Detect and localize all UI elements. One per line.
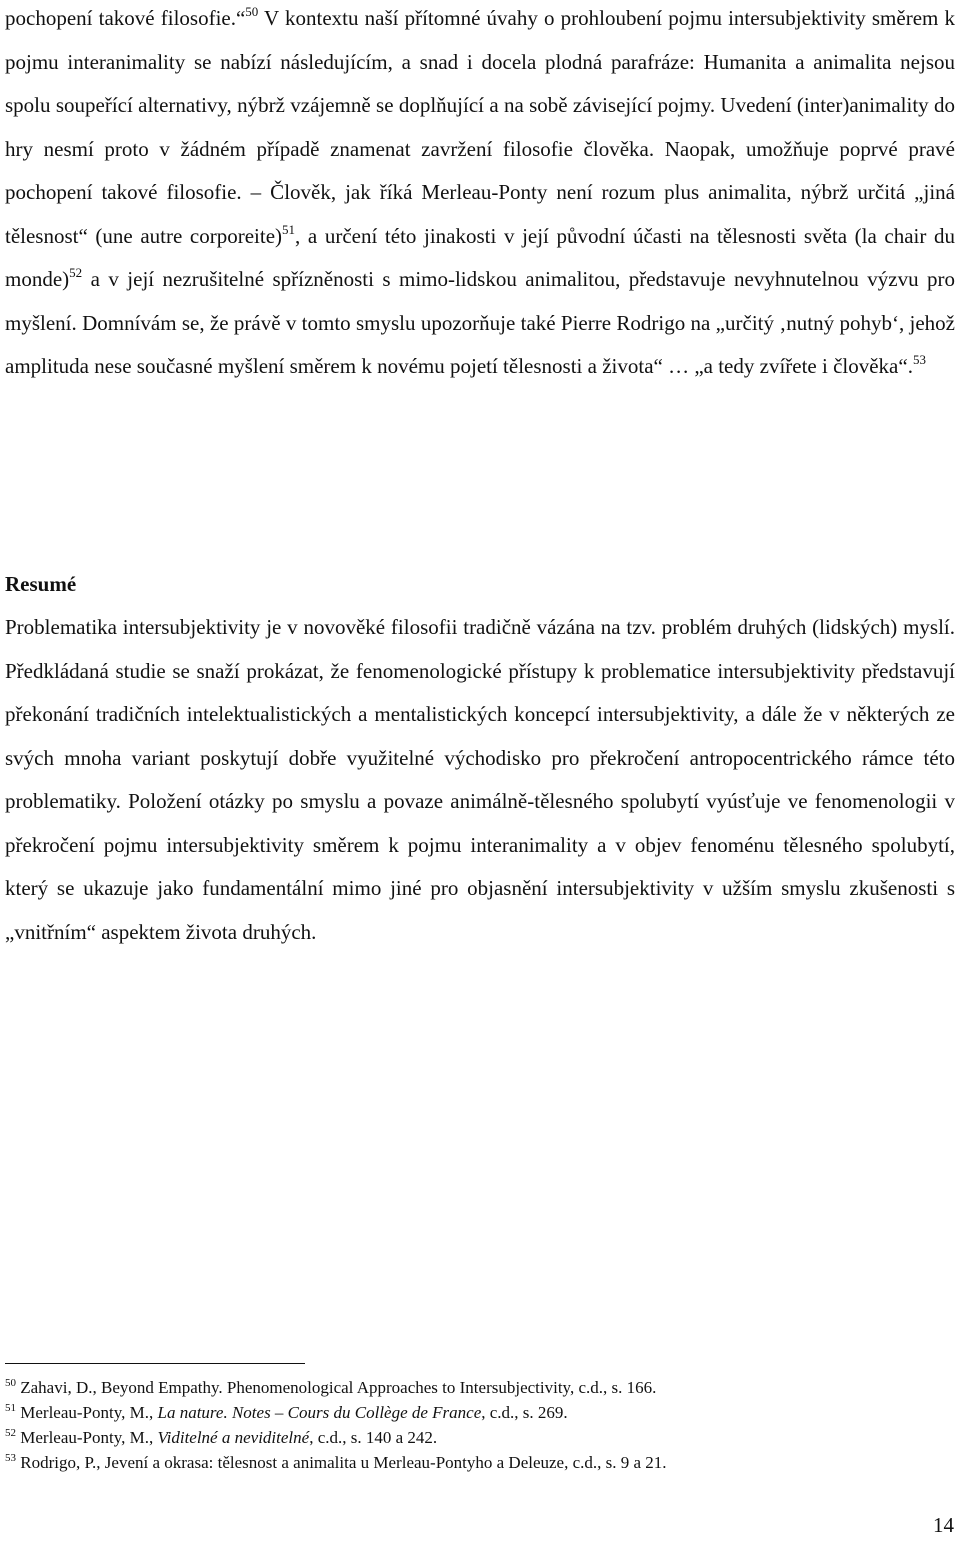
footnote-text: , c.d., s. 140 a 242. — [309, 1428, 438, 1447]
footnote-number: 53 — [5, 1452, 16, 1464]
footnote-text: Zahavi, D., Beyond Empathy. Phenomenological Approaches to Intersubjectivity, c.d., s. 166. — [20, 1378, 657, 1397]
footnote-52 — [5, 1425, 955, 1450]
footnote-50 — [5, 1375, 955, 1400]
footnote-text: Merleau-Ponty, M., — [20, 1403, 158, 1422]
text-run: , a určení této jinakosti v její původní účasti na tělesnosti světa (la chair du monde) — [5, 223, 955, 291]
footnote-title: La nature. Notes – Cours du Collège de France — [157, 1403, 482, 1422]
footnote-text: Merleau-Ponty, M., — [20, 1428, 158, 1447]
footnote-title: Viditelné a neviditelné — [157, 1428, 310, 1447]
text-run: pochopení takové filosofie. — [5, 6, 236, 30]
resume-paragraph: Problematika intersubjektivity je v novověké filosofii tradičně vázána na tzv. problém druhých (lidských) myslí. Předkládaná studie se snaží prokázat, že fenomenologické přístupy k problematice intersubjektivity představují překonání tradičních intelektualistických a mentalistických koncepcí intersubjektivity, a dále že v některých ze svých mnoha variant poskytují dobře využitelné východisko pro překročení antropocentrického rámce této problematiky. Položení otázky po smyslu a povaze animálně-tělesného spolubytí vyúsťuje ve fenomenologii v překročení pojmu intersubjektivity směrem k pojmu interanimality a v objev fenoménu tělesného spolubytí, který se ukazuje jako fundamentální mimo jiné pro objasnění intersubjektivity v užším smyslu zkušenosti s „vnitřním“ aspektem života druhých. — [5, 615, 955, 944]
footnote-ref-50[interactable]: 50 — [245, 4, 259, 19]
page-number: 14 — [933, 1513, 954, 1537]
footnote-51 — [5, 1400, 955, 1425]
body-paragraph-1 — [5, 0, 955, 389]
opening-quote: “ — [235, 6, 246, 30]
footnote-number: 50 — [5, 1377, 16, 1389]
text-run: V kontextu naší přítomné úvahy o prohloubení pojmu intersubjektivity směrem k pojmu interanimality se nabízí následujícím, a snad i docela plodná parafráze: Humanita a animalita nejsou spolu soupeřící alternativy, nýbrž vzájemně se doplňující a na sobě závisející pojmy. Uvedení (inter)animality do hry nesmí proto v žádném případě znamenat zavržení filosofie člověka. Naopak, umožňuje poprvé pravé pochopení takové filosofie. – Člověk, jak říká Merleau-Ponty není rozum plus animalita, nýbrž určitá „jiná tělesnost“ (une autre corporeite) — [5, 6, 955, 248]
footnote-separator — [5, 1363, 305, 1364]
footnote-number: 51 — [5, 1402, 16, 1414]
footnotes — [5, 1375, 955, 1475]
footnote-ref-52[interactable]: 52 — [69, 265, 83, 280]
footnote-text: , c.d., s. 269. — [481, 1403, 568, 1422]
section-heading-resume: Resumé — [5, 572, 77, 596]
footnote-number: 52 — [5, 1427, 16, 1439]
footnote-ref-53[interactable]: 53 — [912, 352, 926, 367]
footnote-text: Rodrigo, P., Jevení a okrasa: tělesnost a animalita u Merleau-Pontyho a Deleuze, c.d., s. 9 a 21. — [20, 1453, 667, 1472]
footnote-ref-51[interactable]: 51 — [282, 221, 296, 237]
footnote-53 — [5, 1450, 955, 1475]
text-run: a v její nezrušitelné spřízněnosti s mimo-lidskou animalitou, představuje nevyhnutelnou výzvu pro myšlení. Domnívám se, že právě v tomto smyslu upozorňuje také Pierre Rodrigo na „určitý ‚nutný pohyb‘, jehož amplituda nese současné myšlení směrem k novému pojetí tělesnosti a života“ … „a tedy zvířete i člověka“. — [5, 267, 955, 378]
